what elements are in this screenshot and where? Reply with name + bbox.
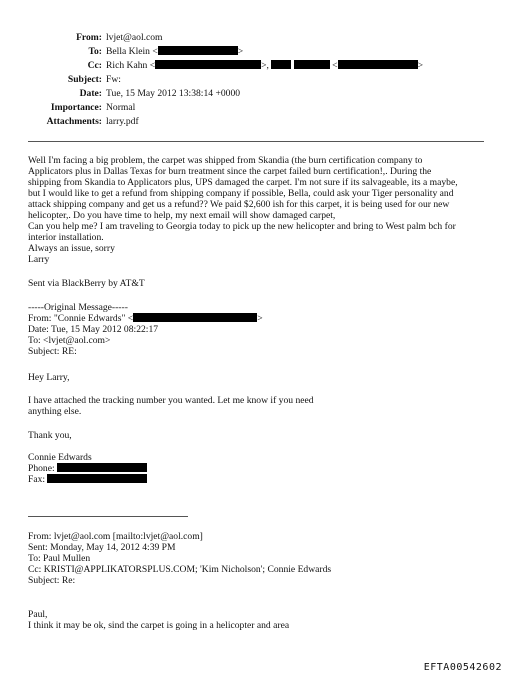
original-body-line: I have attached the tracking number you wanted. Let me know if you need	[28, 395, 314, 406]
to-value	[106, 46, 243, 57]
redaction-block	[57, 463, 147, 472]
header-from-row	[0, 32, 512, 44]
original-body-line: anything else.	[28, 406, 82, 417]
subject-value: Fw:	[106, 74, 121, 85]
body-line: attack shipping company and get us a refund?? We paid $2,600 ish for this carpet, it is being used for our new	[28, 199, 450, 210]
original-from-suffix: >	[257, 313, 263, 324]
original-thanks: Thank you,	[28, 430, 72, 441]
body-line: Always an issue, sorry	[28, 243, 115, 254]
body-line: helicopter,. Do you have time to help, my next email will show damaged carpet,	[28, 210, 336, 221]
signature-phone	[28, 463, 147, 474]
header-divider	[28, 141, 484, 142]
header-cc-row	[0, 60, 512, 72]
body-line: Can you help me? I am traveling to Georgia today to pick up the new helicopter and bring to West palm bch for	[28, 221, 456, 232]
forward-sent: Sent: Monday, May 14, 2012 4:39 PM	[28, 542, 176, 553]
cc-label: Cc:	[87, 60, 102, 71]
original-from	[28, 313, 263, 324]
forward-subject: Subject: Re:	[28, 575, 76, 586]
redaction-block	[338, 60, 418, 69]
to-label: To:	[88, 46, 102, 57]
signature-divider	[28, 516, 188, 517]
importance-value: Normal	[106, 102, 136, 113]
signature-fax	[28, 474, 147, 485]
forward-body-line: I think it may be ok, sind the carpet is going in a helicopter and area	[28, 620, 290, 631]
sent-via: Sent via BlackBerry by AT&T	[28, 278, 145, 289]
original-greeting: Hey Larry,	[28, 372, 70, 383]
phone-label: Phone:	[28, 463, 55, 474]
redaction-block	[133, 313, 257, 322]
cc-lt: <	[332, 60, 338, 71]
signature-name: Connie Edwards	[28, 452, 92, 463]
original-subject: Subject: RE:	[28, 346, 77, 357]
redaction-block	[155, 60, 261, 69]
redaction-block	[294, 60, 330, 69]
attachments-label: Attachments:	[46, 116, 102, 127]
original-to: To: <lvjet@aol.com>	[28, 335, 111, 346]
fax-label: Fax:	[28, 474, 46, 485]
forward-to: To: Paul Mullen	[28, 553, 91, 564]
forward-from: From: lvjet@aol.com [mailto:lvjet@aol.com]	[28, 531, 203, 542]
original-date: Date: Tue, 15 May 2012 08:22:17	[28, 324, 159, 335]
subject-label: Subject:	[67, 74, 102, 85]
redaction-block	[271, 60, 291, 69]
cc-close: >	[417, 60, 423, 71]
body-line: but I would like to get a refund from shipping company if possible, Bella, could ask your Tiger personality and	[28, 188, 454, 199]
original-from-prefix: From: "Connie Edwards" <	[28, 313, 134, 324]
forward-cc: Cc: KRISTI@APPLIKATORSPLUS.COM; 'Kim Nicholson'; Connie Edwards	[28, 564, 332, 575]
body-line: Well I'm facing a big problem, the carpet was shipped from Skandia (the burn certification company to	[28, 155, 423, 166]
redaction-block	[47, 474, 147, 483]
cc-value	[106, 60, 423, 71]
date-label: Date:	[79, 88, 102, 99]
body-line: Larry	[28, 254, 50, 265]
cc-name: Rich Kahn <	[106, 60, 156, 71]
cc-sep: >,	[261, 60, 269, 71]
attachments-value: larry.pdf	[106, 116, 139, 127]
forward-greeting: Paul,	[28, 609, 48, 620]
from-label: From:	[76, 32, 102, 43]
header-date-row	[0, 88, 512, 100]
header-importance-row	[0, 102, 512, 114]
document-id: EFTA00542602	[423, 662, 502, 673]
to-name: Bella Klein <	[106, 46, 158, 57]
header-to-row	[0, 46, 512, 58]
header-subject-row	[0, 74, 512, 86]
to-close: >	[237, 46, 244, 57]
from-value: lvjet@aol.com	[106, 32, 163, 43]
body-line: Applicators plus in Dallas Texas for burn treatment since the carpet failed burn certification!,. During the	[28, 166, 432, 177]
importance-label: Importance:	[50, 102, 102, 113]
date-value: Tue, 15 May 2012 13:38:14 +0000	[106, 88, 241, 99]
header-attachments-row	[0, 116, 512, 128]
original-marker: -----Original Message-----	[28, 302, 128, 313]
body-line: interior installation.	[28, 232, 104, 243]
body-line: shipping from Skandia to Applicators plus, UPS damaged the carpet. I'm not sure if its salvageable, its a maybe,	[28, 177, 458, 188]
redaction-block	[158, 46, 238, 55]
